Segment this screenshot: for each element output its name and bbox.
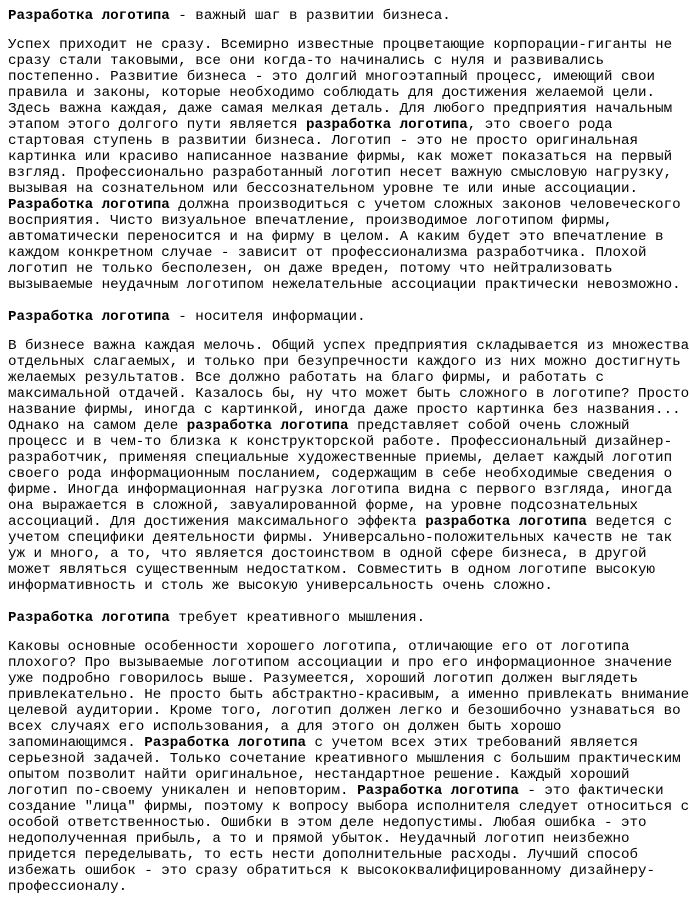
bold-keyword: Разработка логотипа [8, 8, 170, 24]
bold-keyword: разработка логотипа [186, 418, 349, 434]
text-run: Каковы основные особенности хорошего логотипа, отличающие его от логотипа плохого? Про вызываемые логотипом ассоциации и про его информационное значение уже подробно говорилось выше. Разумеется, хороший логотип должен выглядеть привлекательно. Не просто быть абстрактно-красивым, а именно привлекать внимание целевой аудитории. Кроме того, логотип должен легко и безошибочно узнаваться во всех случаях его использования, а для этого он должен быть хорошо запоминающимся. [8, 639, 689, 751]
text-run: - это фактически создание "лица" фирмы, поэтому к вопросу выбора исполнителя следует относиться с особой ответственностью. Ошибки в этом деле недопустимы. Любая ошибка - это недополученная прибыль, а то и прямой убыток. Неудачный логотип неизбежно придется переделывать, то есть нести дополнительные расходы. Лучший способ избежать ошибок - это сразу обратиться к высококвалифицированному дизайнеру- профессионалу. [8, 783, 689, 895]
text-run: ведется с учетом специфики деятельности фирмы. Универсально-положительных качеств не так уж и много, а то, что является достоинством в одной сфере бизнеса, в другой может являться существенным недостатком. Совместить в одном логотипе высокую информативность и столь же высокую универсальность очень сложно. [8, 514, 673, 594]
text-run: , это своего рода стартовая ступень в развитии бизнеса. Логотип - это не просто оригинальная картинка или красиво написанное название фирмы, как может показаться на первый взгляд. Профессионально разработанный логотип несет важную смысловую нагрузку, вызывая на сознательном или бессознательном уровне те или иные ассоциации. [8, 117, 673, 197]
text-run: Успех приходит не сразу. Всемирно известные процветающие корпорации-гиганты не сразу стали таковыми, все они когда-то начинались с нуля и развивались постепенно. Развитие бизнеса - это долгий многоэтапный процесс, имеющий свои правила и законы, которые необходимо соблюдать для достижения желаемой цели. Здесь важна каждая, даже самая мелкая деталь. Для любого предприятия начальным этапом этого долгого пути является [8, 37, 673, 133]
bold-keyword: разработка логотипа [425, 514, 587, 530]
bold-keyword: Разработка логотипа [8, 610, 170, 626]
bold-keyword: Разработка логотипа [8, 309, 170, 325]
text-run: - важный шаг в развитии бизнеса. [169, 8, 451, 24]
text-run: требует креативного мышления. [169, 610, 426, 626]
text-run: с учетом всех этих требований является серьезной задачей. Только сочетание креативного мышления с большим практическим опытом позволит найти оригинальное, нестандартное решение. Каждый хороший логотип по-своему уникален и неповторим. [8, 735, 681, 799]
bold-keyword: Разработка логотипа [144, 735, 306, 751]
body-paragraph [8, 639, 689, 895]
text-run: - носителя информации. [169, 309, 366, 325]
bold-keyword: Разработка логотипа [357, 783, 519, 799]
body-paragraph [8, 37, 689, 293]
text-run: В бизнесе важна каждая мелочь. Общий успех предприятия складывается из множества отдельных слагаемых, и только при безупречности каждого из них можно достигнуть желаемых результатов. Все должно работать на благо фирмы, и работать с максимальной отдачей. Казалось бы, ну что может быть сложного в логотипе? Просто название фирмы, иногда с картинкой, иногда даже просто картинка без названия... Однако на самом деле [8, 338, 689, 434]
bold-keyword: Разработка логотипа [8, 197, 170, 213]
bold-keyword: разработка логотипа [306, 117, 468, 133]
section-heading [8, 610, 689, 626]
body-paragraph [8, 338, 689, 594]
section-heading [8, 309, 689, 325]
text-run: представляет собой очень сложный процесс и в чем-то близка к конструкторской работе. Профессиональный дизайнер- разработчик, применяя специальные художественные приемы, делает каждый логотип своего рода информационным посланием, содержащим в себе необходимые сведения о фирме. Иногда информационная нагрузка логотипа видна с первого взгляда, иногда она выражается в сложной, завуалированной форме, на уровне подсознательных ассоциаций. Для достижения максимального эффекта [8, 418, 673, 530]
text-run: должна производиться с учетом сложных законов человеческого восприятия. Чисто визуальное впечатление, производимое логотипом фирмы, автоматически переносится и на фирму в целом. А каким будет это впечатление в каждом конкретном случае - зависит от профессионализма разработчика. Плохой логотип не только бесполезен, он даже вреден, потому что нейтрализовать вызываемые неудачным логотипом нежелательные ассоциации практически невозможно. [8, 197, 681, 293]
section-heading [8, 8, 689, 24]
article-body [8, 8, 689, 895]
